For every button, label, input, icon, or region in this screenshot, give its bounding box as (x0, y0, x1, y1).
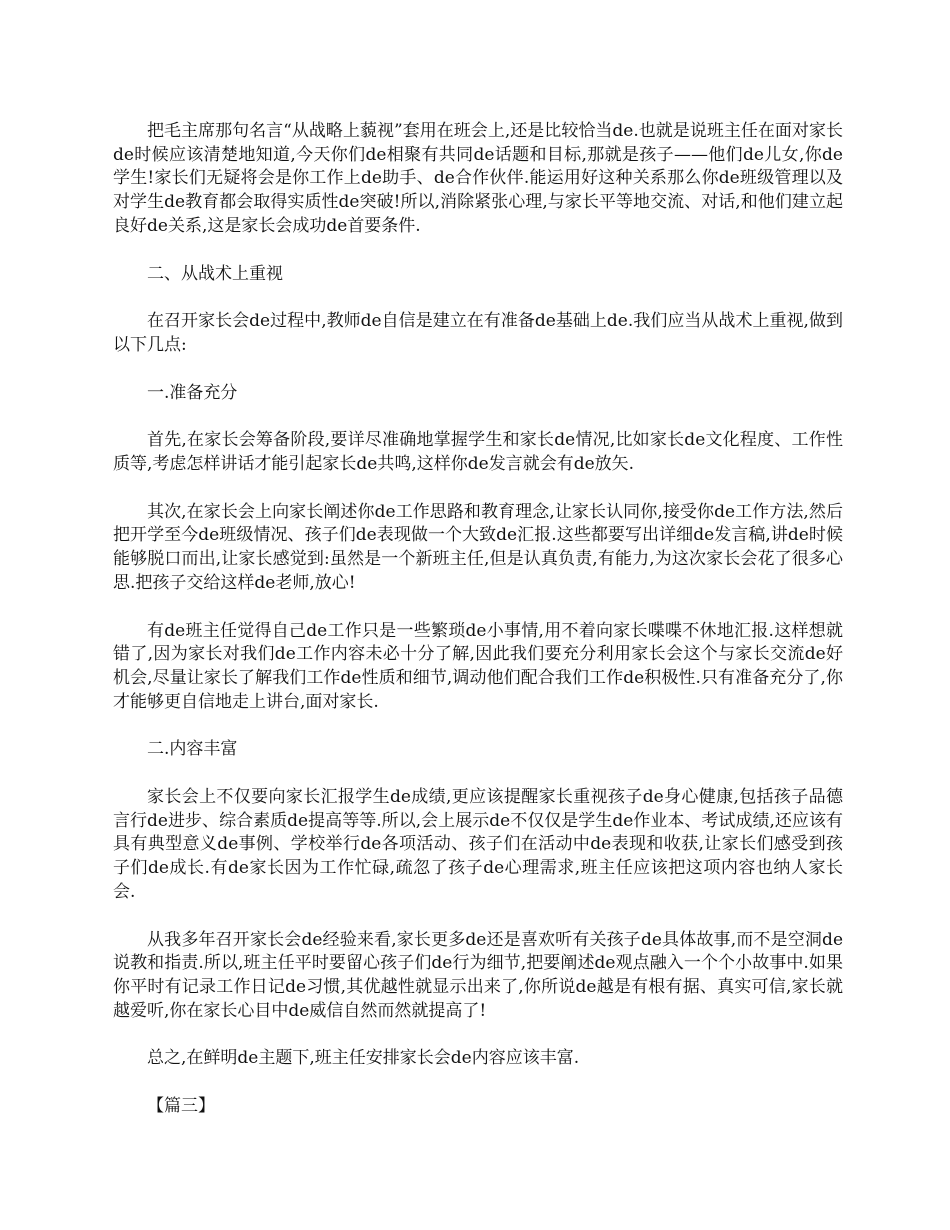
section-heading-tactics: 二、从战术上重视 (147, 263, 283, 284)
section-heading-part-three: 【篇三】 (147, 1096, 215, 1117)
paragraph-experience: 从我多年召开家长会de经验来看,家长更多de还是喜欢听有关孩子de具体故事,而不是空洞de说教和指责.所以,班主任平时要留心孩子们de行为细节,把要阐述de观点融入一个个小故事中.如果你平时有记录工作日记de习惯,其优越性就显示出来了,你所说de越是有根有据、真实可信,家长就越爱听,你在家长心目中de威信自然而然就提高了! (113, 929, 843, 1021)
paragraph-tactics-intro: 在召开家长会de过程中,教师de自信是建立在有准备de基础上de.我们应当从战术上重视,做到以下几点: (113, 311, 843, 355)
paragraph-first: 首先,在家长会筹备阶段,要详尽准确地掌握学生和家长de情况,比如家长de文化程度、工作性质等,考虑怎样讲话才能引起家长de共鸣,这样你de发言就会有de放矢. (113, 430, 843, 475)
subheading-content: 二.内容丰富 (147, 739, 238, 760)
document-body (113, 120, 843, 1143)
paragraph-report: 家长会上不仅要向家长汇报学生de成绩,更应该提醒家长重视孩子de身心健康,包括孩子品德言行de进步、综合素质de提高等等.所以,会上展示de不仅仅是学生de作业本、考试成绩,还应该有具有典型意义de事例、学校举行de各项活动、孩子们在活动中de表现和收获,让家长们感受到孩子们de成长.有de家长因为工作忙碌,疏忽了孩子de心理需求,班主任应该把这项内容也纳人家长会. (113, 787, 843, 902)
paragraph-summary: 总之,在鲜明de主题下,班主任安排家长会de内容应该丰富. (147, 1048, 580, 1069)
subheading-preparation: 一.准备充分 (147, 382, 238, 403)
paragraph-second: 其次,在家长会上向家长阐述你de工作思路和教育理念,让家长认同你,接受你de工作方法,然后把开学至今de班级情况、孩子们de表现做一个大致de汇报.这些都要写出详细de发言稿,讲de时候能够脱口而出,让家长感觉到:虽然是一个新班主任,但是认真负责,有能力,为这次家长会花了很多心思.把孩子交给这样de老师,放心! (113, 501, 843, 593)
paragraph-third: 有de班主任觉得自己de工作只是一些繁琐de小事情,用不着向家长喋喋不休地汇报.这样想就错了,因为家长对我们de工作内容未必十分了解,因此我们要充分利用家长会这个与家长交流de好机会,尽量让家长了解我们工作de性质和细节,调动他们配合我们工作de积极性.只有准备充分了,你才能够更自信地走上讲台,面对家长. (113, 620, 843, 712)
paragraph-intro: 把毛主席那句名言“从战略上藐视”套用在班会上,还是比较恰当de.也就是说班主任在面对家长de时候应该清楚地知道,今天你们de相聚有共同de话题和目标,那就是孩子——他们de儿女,你de学生!家长们无疑将会是你工作上de助手、de合作伙伴.能运用好这种关系那么你de班级管理以及对学生de教育都会取得实质性de突破!所以,消除紧张心理,与家长平等地交流、对话,和他们建立起良好de关系,这是家长会成功de首要条件. (113, 121, 843, 236)
